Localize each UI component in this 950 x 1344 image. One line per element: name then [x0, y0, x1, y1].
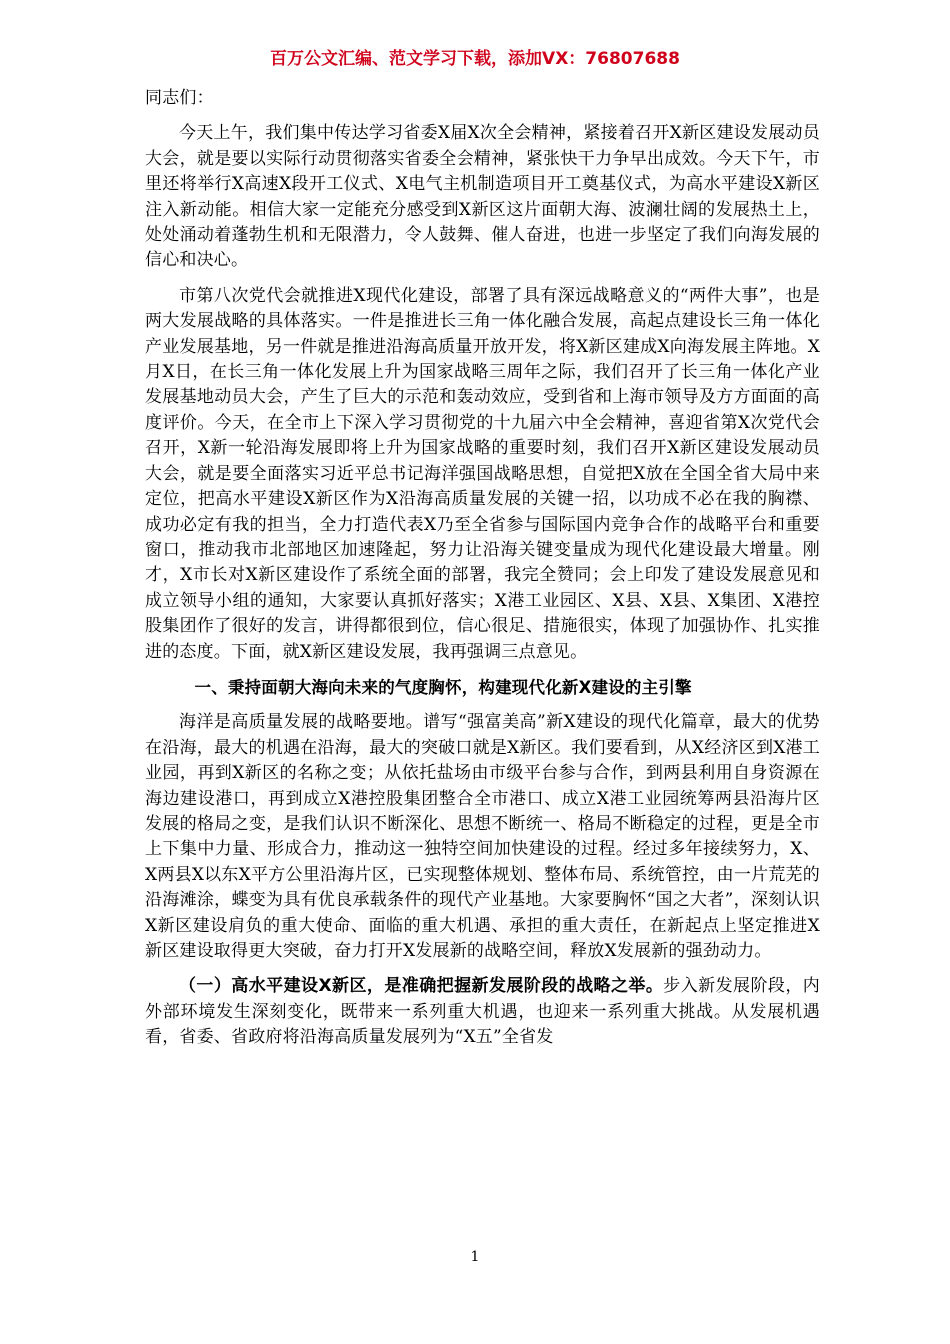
header-banner: 百万公文汇编、范文学习下载，添加VX：76807688 — [270, 49, 680, 69]
salutation: 同志们： — [145, 88, 214, 108]
document-body — [145, 86, 820, 1051]
paragraph-4 — [145, 974, 820, 1050]
paragraph-3: 海洋是高质量发展的战略要地。谱写“强富美高”新X建设的现代化篇章，最大的优势在沿海，最大的机遇在沿海，最大的突破口就是X新区。我们要看到，从X经济区到X港工业园，再到X新区的名称之变；从依托盐场由市级平台参与合作，到两县利用自身资源在海边建设港口，再到成立X港控股集团整合全市港口、成立X港工业园统筹两县沿海片区发展的格局之变，是我们认识不断深化、思想不断统一、格局不断稳定的过程，更是全市上下集中力量、形成合力，推动这一独特空间加快建设的过程。经过多年接续努力，X、X两县X以东X平方公里沿海片区，已实现整体规划、整体布局、系统管控，由一片荒芜的沿海滩涂，蝶变为具有优良承载条件的现代产业基地。大家要胸怀“国之大者”，深刻认识X新区建设肩负的重大使命、面临的重大机遇、承担的重大责任，在新起点上坚定推进X新区建设取得更大突破，奋力打开X发展新的战略空间，释放X发展新的强劲动力。 — [145, 712, 820, 961]
paragraph-2: 市第八次党代会就推进X现代化建设，部署了具有深远战略意义的“两件大事”，也是两大发展战略的具体落实。一件是推进长三角一体化融合发展，高起点建设长三角一体化产业发展基地，另一件就是推进沿海高质量开放开发，将X新区建成X向海发展主阵地。X月X日，在长三角一体化发展上升为国家战略三周年之际，我们召开了长三角一体化产业发展基地动员大会，产生了巨大的示范和轰动效应，受到省和上海市领导及方方面面的高度评价。今天，在全市上下深入学习贯彻党的十九届六中全会精神，喜迎省第X次党代会召开，X新一轮沿海发展即将上升为国家战略的重要时刻，我们召开X新区建设发展动员大会，就是要全面落实习近平总书记海洋强国战略思想，自觉把X放在全国全省大局中来定位，把高水平建设X新区作为X沿海高质量发展的关键一招，以功成不必在我的胸襟、成功必定有我的担当，全力打造代表X乃至全省参与国际国内竞争合作的战略平台和重要窗口，推动我市北部地区加速隆起，努力让沿海关键变量成为现代化建设最大增量。刚才，X市长对X新区建设作了系统全面的部署，我完全赞同；会上印发了建设发展意见和成立领导小组的通知，大家要认真抓好落实；X港工业园区、X县、X县、X集团、X港控股集团作了很好的发言，讲得都很到位，信心很足、措施很实，体现了加强协作、扎实推进的态度。下面，就X新区建设发展，我再强调三点意见。 — [145, 285, 820, 662]
paragraph-1: 今天上午，我们集中传达学习省委X届X次全会精神，紧接着召开X新区建设发展动员大会，就是要以实际行动贯彻落实省委全会精神，紧张快干力争早出成效。今天下午，市里还将举行X高速X段开工仪式、X电气主机制造项目开工奠基仪式，为高水平建设X新区注入新动能。相信大家一定能充分感受到X新区这片面朝大海、波澜壮阔的发展热土上，处处涌动着蓬勃生机和无限潜力，令人鼓舞、催人奋进，也进一步坚定了我们向海发展的信心和决心。 — [145, 123, 820, 271]
page-number: 1 — [470, 1249, 480, 1265]
paragraph-4-text: 步入新发展阶段，内外部环境发生深刻变化，既带来一系列重大机遇，也迎来一系列重大挑战。从发展机遇看，省委、省政府将沿海高质量发展列为“X五”全省发 — [145, 976, 820, 1048]
section-heading-1: 一、秉持面朝大海向未来的气度胸怀，构建现代化新X建设的主引擎 — [194, 677, 692, 697]
paragraph-4-lead: （一）高水平建设X新区，是准确把握新发展阶段的战略之举。 — [179, 976, 664, 997]
